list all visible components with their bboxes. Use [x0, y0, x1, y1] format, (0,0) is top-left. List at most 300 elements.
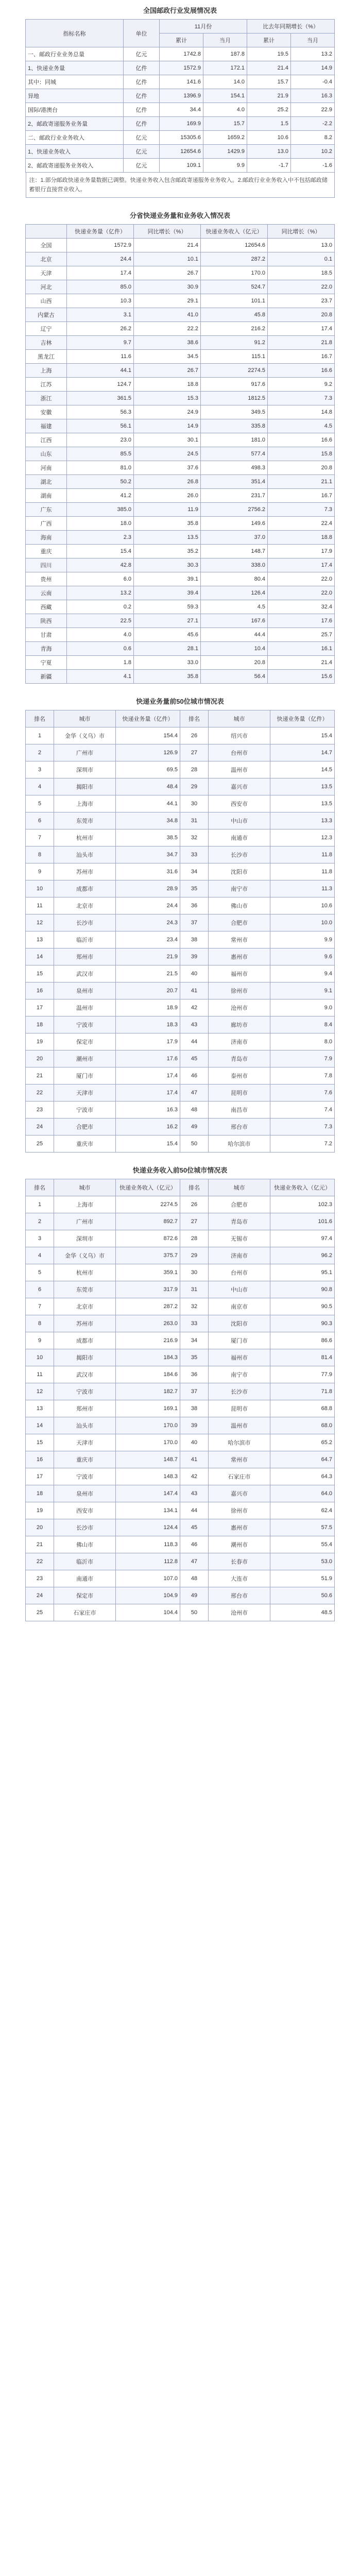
- value-cell: 90.3: [270, 1315, 335, 1332]
- volume-value: 56.1: [67, 419, 134, 433]
- indicator-name: 国际/港澳台: [25, 103, 123, 117]
- volume-value: 50.2: [67, 475, 134, 489]
- revenue-growth: 16.7: [268, 350, 335, 364]
- header-volume-growth: 同比增长（%）: [134, 225, 201, 239]
- current-month-growth: -2.2: [291, 117, 335, 131]
- city-cell: 徐州市: [209, 1502, 270, 1519]
- city-cell: 济南市: [209, 1247, 270, 1264]
- current-month-value: 15.7: [203, 117, 247, 131]
- volume-growth: 11.9: [134, 503, 201, 517]
- value-cell: 21.9: [116, 948, 180, 965]
- cumulative-value: 141.6: [159, 75, 203, 89]
- table-row: [26, 308, 335, 322]
- table-row: [25, 61, 334, 75]
- city-cell: 苏州市: [54, 863, 116, 880]
- value-cell: 7.4: [270, 1101, 335, 1118]
- table-row: [26, 392, 335, 405]
- indicator-name: 1、快递业务收入: [25, 145, 123, 159]
- rank-cell: 33: [180, 846, 209, 863]
- table-row: [26, 378, 335, 392]
- value-cell: 126.9: [116, 744, 180, 761]
- value-cell: 17.9: [116, 1033, 180, 1050]
- rank-cell: 34: [180, 863, 209, 880]
- revenue-value: 524.7: [201, 280, 268, 294]
- value-cell: 169.1: [116, 1400, 180, 1417]
- current-month-value: 1659.2: [203, 131, 247, 145]
- value-cell: 184.3: [116, 1349, 180, 1366]
- value-cell: 38.5: [116, 829, 180, 846]
- rank-cell: 45: [180, 1050, 209, 1067]
- city-cell: 重庆市: [54, 1136, 116, 1153]
- table-row: [26, 252, 335, 266]
- header-revenue-2: 快递业务收入（亿元）: [270, 1179, 335, 1196]
- city-cell: 北京市: [54, 897, 116, 914]
- table-row: [26, 965, 335, 982]
- cumulative-value: 1742.8: [159, 47, 203, 61]
- revenue-growth: 25.7: [268, 628, 335, 642]
- volume-growth: 35.2: [134, 545, 201, 558]
- rank-cell: 41: [180, 1451, 209, 1468]
- revenue-growth: 13.0: [268, 239, 335, 252]
- header-rank: 排名: [26, 710, 54, 727]
- revenue-value: 338.0: [201, 558, 268, 572]
- current-month-growth: 13.2: [291, 47, 335, 61]
- header-volume: 快递业务量（亿件）: [67, 225, 134, 239]
- header-city: 城市: [54, 710, 116, 727]
- city-cell: 济南市: [209, 1033, 270, 1050]
- current-month-value: 172.1: [203, 61, 247, 75]
- city-cell: 邢台市: [209, 1118, 270, 1136]
- value-cell: 8.4: [270, 1016, 335, 1033]
- revenue-growth: 15.6: [268, 670, 335, 684]
- city-cell: 廊坊市: [209, 1016, 270, 1033]
- region-name: 安徽: [26, 405, 67, 419]
- table-row: [26, 239, 335, 252]
- current-month-value: 4.0: [203, 103, 247, 117]
- rank-cell: 42: [180, 1468, 209, 1485]
- rank-cell: 49: [180, 1118, 209, 1136]
- region-name: 湖南: [26, 489, 67, 503]
- table-row: [25, 131, 334, 145]
- volume-growth: 18.8: [134, 378, 201, 392]
- volume-growth: 26.7: [134, 364, 201, 378]
- rank-cell: 13: [26, 931, 54, 948]
- region-name: 上海: [26, 364, 67, 378]
- rank-cell: 4: [26, 778, 54, 795]
- value-cell: 263.0: [116, 1315, 180, 1332]
- value-cell: 14.5: [270, 761, 335, 778]
- city-cell: 南昌市: [209, 1101, 270, 1118]
- rank-cell: 19: [26, 1033, 54, 1050]
- revenue-growth: 16.1: [268, 642, 335, 656]
- table4-body: [26, 1196, 335, 1621]
- city-cell: 青岛市: [209, 1050, 270, 1067]
- rank-cell: 45: [180, 1519, 209, 1536]
- table-row: [26, 1196, 335, 1213]
- cumulative-value: 1572.9: [159, 61, 203, 75]
- value-cell: 69.5: [116, 761, 180, 778]
- city-cell: 东莞市: [54, 812, 116, 829]
- value-cell: 48.5: [270, 1604, 335, 1621]
- table-row: [26, 1536, 335, 1553]
- city-cell: 揭阳市: [54, 778, 116, 795]
- table-row: [26, 1502, 335, 1519]
- volume-growth: 30.9: [134, 280, 201, 294]
- volume-value: 56.3: [67, 405, 134, 419]
- unit-cell: 亿元: [123, 145, 159, 159]
- city-cell: 泉州市: [54, 1485, 116, 1502]
- rank-cell: 33: [180, 1315, 209, 1332]
- volume-value: 42.8: [67, 558, 134, 572]
- table-row: [26, 545, 335, 558]
- volume-growth: 24.5: [134, 447, 201, 461]
- city-cell: 佛山市: [54, 1536, 116, 1553]
- city-cell: 南通市: [54, 1570, 116, 1587]
- table-row: [26, 1587, 335, 1604]
- city-cell: 石家庄市: [209, 1468, 270, 1485]
- volume-value: 17.4: [67, 266, 134, 280]
- volume-value: 361.5: [67, 392, 134, 405]
- cumulative-value: 169.9: [159, 117, 203, 131]
- table2-title: 分省快递业务量和业务收入情况表: [129, 212, 230, 219]
- volume-growth: 15.3: [134, 392, 201, 405]
- revenue-value: 1812.5: [201, 392, 268, 405]
- rank-cell: 39: [180, 1417, 209, 1434]
- rank-cell: 32: [180, 829, 209, 846]
- value-cell: 134.1: [116, 1502, 180, 1519]
- revenue-value: 44.4: [201, 628, 268, 642]
- table-row: [26, 447, 335, 461]
- city-cell: 嘉兴市: [209, 1485, 270, 1502]
- region-name: 宁夏: [26, 656, 67, 670]
- value-cell: 13.3: [270, 812, 335, 829]
- region-name: 湖北: [26, 475, 67, 489]
- table-row: [26, 489, 335, 503]
- revenue-growth: 17.4: [268, 558, 335, 572]
- revenue-growth: 17.4: [268, 322, 335, 336]
- city-cell: 武汉市: [54, 965, 116, 982]
- table-row: [26, 744, 335, 761]
- indicator-name: 2、邮政寄递服务业务量: [25, 117, 123, 131]
- cumulative-value: 12654.6: [159, 145, 203, 159]
- value-cell: 64.7: [270, 1451, 335, 1468]
- city-cell: 南宁市: [209, 1366, 270, 1383]
- rank-cell: 13: [26, 1400, 54, 1417]
- revenue-value: 349.5: [201, 405, 268, 419]
- volume-value: 26.2: [67, 322, 134, 336]
- city-cell: 北京市: [54, 1298, 116, 1315]
- region-name: 西藏: [26, 600, 67, 614]
- city-cell: 台州市: [209, 744, 270, 761]
- header-growth-group: 比去年同期增长（%）: [247, 20, 335, 33]
- revenue-growth: 9.2: [268, 378, 335, 392]
- city-cell: 上海市: [54, 795, 116, 812]
- current-month-growth: 10.2: [291, 145, 335, 159]
- cumulative-value: 109.1: [159, 159, 203, 173]
- value-cell: 86.6: [270, 1332, 335, 1349]
- rank-cell: 40: [180, 965, 209, 982]
- city-cell: 常州市: [209, 931, 270, 948]
- city-cell: 西安市: [209, 795, 270, 812]
- unit-cell: 亿件: [123, 61, 159, 75]
- value-cell: 9.9: [270, 931, 335, 948]
- region-name: 黑龙江: [26, 350, 67, 364]
- value-cell: 68.0: [270, 1417, 335, 1434]
- rank-cell: 37: [180, 1383, 209, 1400]
- region-name: 河北: [26, 280, 67, 294]
- volume-value: 9.7: [67, 336, 134, 350]
- revenue-value: 167.6: [201, 614, 268, 628]
- volume-growth: 33.0: [134, 656, 201, 670]
- rank-cell: 6: [26, 812, 54, 829]
- city-cell: 沈阳市: [209, 1315, 270, 1332]
- city-cell: 汕头市: [54, 846, 116, 863]
- value-cell: 71.8: [270, 1383, 335, 1400]
- region-name: 北京: [26, 252, 67, 266]
- value-cell: 148.3: [116, 1468, 180, 1485]
- revenue-growth: 22.4: [268, 517, 335, 531]
- revenue-value: 10.4: [201, 642, 268, 656]
- table-row: [26, 475, 335, 489]
- city-cell: 成都市: [54, 1332, 116, 1349]
- revenue-growth: 17.6: [268, 614, 335, 628]
- city-cell: 宁波市: [54, 1016, 116, 1033]
- value-cell: 64.0: [270, 1485, 335, 1502]
- value-cell: 892.7: [116, 1213, 180, 1230]
- current-month-value: 1429.9: [203, 145, 247, 159]
- region-name: 内蒙古: [26, 308, 67, 322]
- revenue-growth: 0.1: [268, 252, 335, 266]
- rank-cell: 9: [26, 863, 54, 880]
- city-cell: 温州市: [209, 1417, 270, 1434]
- rank-cell: 47: [180, 1553, 209, 1570]
- value-cell: 31.6: [116, 863, 180, 880]
- table-row: [26, 863, 335, 880]
- header-revenue: 快递业务收入（亿元）: [201, 225, 268, 239]
- region-name: 贵州: [26, 572, 67, 586]
- header-region: [26, 225, 67, 239]
- table-row: [26, 1349, 335, 1366]
- value-cell: 9.4: [270, 965, 335, 982]
- rank-cell: 15: [26, 1434, 54, 1451]
- city-cell: 青岛市: [209, 1213, 270, 1230]
- region-name: 广西: [26, 517, 67, 531]
- revenue-value: 37.0: [201, 531, 268, 545]
- unit-cell: 亿元: [123, 47, 159, 61]
- city-cell: 揭阳市: [54, 1349, 116, 1366]
- value-cell: 16.3: [116, 1101, 180, 1118]
- rank-cell: 26: [180, 1196, 209, 1213]
- value-cell: 77.9: [270, 1366, 335, 1383]
- value-cell: 359.1: [116, 1264, 180, 1281]
- city-cell: 广州市: [54, 1213, 116, 1230]
- value-cell: 375.7: [116, 1247, 180, 1264]
- city-cell: 常州市: [209, 1451, 270, 1468]
- rank-cell: 5: [26, 1264, 54, 1281]
- city-cell: 临沂市: [54, 931, 116, 948]
- revenue-growth: 23.7: [268, 294, 335, 308]
- rank-cell: 44: [180, 1502, 209, 1519]
- table-row: [26, 1451, 335, 1468]
- header-cum: 累计: [159, 33, 203, 47]
- table-row: [25, 117, 334, 131]
- current-month-value: 154.1: [203, 89, 247, 103]
- revenue-value: 2756.2: [201, 503, 268, 517]
- cumulative-growth: 21.9: [247, 89, 291, 103]
- table-row: [26, 600, 335, 614]
- revenue-value: 149.6: [201, 517, 268, 531]
- volume-value: 1572.9: [67, 239, 134, 252]
- volume-value: 85.0: [67, 280, 134, 294]
- value-cell: 15.4: [116, 1136, 180, 1153]
- city-cell: 临沂市: [54, 1553, 116, 1570]
- city-cell: 金华（义乌）市: [54, 1247, 116, 1264]
- current-month-growth: 16.3: [291, 89, 335, 103]
- city-cell: 南通市: [209, 829, 270, 846]
- value-cell: 7.9: [270, 1050, 335, 1067]
- rank-cell: 40: [180, 1434, 209, 1451]
- city-cell: 杭州市: [54, 1264, 116, 1281]
- region-name: 全国: [26, 239, 67, 252]
- volume-growth: 39.1: [134, 572, 201, 586]
- volume-value: 1.8: [67, 656, 134, 670]
- rank-cell: 27: [180, 1213, 209, 1230]
- table-row: [26, 586, 335, 600]
- city-cell: 广州市: [54, 744, 116, 761]
- rank-cell: 10: [26, 1349, 54, 1366]
- volume-growth: 35.8: [134, 517, 201, 531]
- header-unit: 单位: [123, 20, 159, 47]
- region-name: 江苏: [26, 378, 67, 392]
- table-row: [26, 778, 335, 795]
- revenue-value: 4.5: [201, 600, 268, 614]
- current-month-growth: 22.9: [291, 103, 335, 117]
- table-row: [26, 503, 335, 517]
- rank-cell: 4: [26, 1247, 54, 1264]
- cumulative-growth: 15.7: [247, 75, 291, 89]
- revenue-growth: 14.8: [268, 405, 335, 419]
- header-revenue: 快递业务收入（亿元）: [116, 1179, 180, 1196]
- region-name: 甘肃: [26, 628, 67, 642]
- value-cell: 16.2: [116, 1118, 180, 1136]
- cumulative-value: 15305.6: [159, 131, 203, 145]
- region-name: 广东: [26, 503, 67, 517]
- city-cell: 南宁市: [209, 880, 270, 897]
- top50-revenue-table: [25, 1179, 335, 1621]
- volume-value: 24.4: [67, 252, 134, 266]
- table-row: [26, 461, 335, 475]
- volume-value: 23.0: [67, 433, 134, 447]
- city-cell: 无锡市: [209, 1230, 270, 1247]
- cumulative-growth: 19.5: [247, 47, 291, 61]
- value-cell: 17.4: [116, 1067, 180, 1084]
- rank-cell: 19: [26, 1502, 54, 1519]
- revenue-growth: 32.4: [268, 600, 335, 614]
- rank-cell: 38: [180, 1400, 209, 1417]
- rank-cell: 14: [26, 948, 54, 965]
- rank-cell: 48: [180, 1570, 209, 1587]
- rank-cell: 23: [26, 1570, 54, 1587]
- table-row: [26, 1434, 335, 1451]
- city-cell: 潮州市: [54, 1050, 116, 1067]
- revenue-growth: 20.8: [268, 461, 335, 475]
- city-cell: 东莞市: [54, 1281, 116, 1298]
- unit-cell: 亿元: [123, 159, 159, 173]
- table-row: [25, 145, 334, 159]
- table-row: [26, 948, 335, 965]
- revenue-growth: 7.3: [268, 392, 335, 405]
- value-cell: 24.3: [116, 914, 180, 931]
- city-cell: 沧州市: [209, 1604, 270, 1621]
- postal-industry-table: [25, 19, 335, 173]
- value-cell: 53.0: [270, 1553, 335, 1570]
- city-cell: 石家庄市: [54, 1604, 116, 1621]
- table-row: [26, 1264, 335, 1281]
- table-row: [26, 1136, 335, 1153]
- table-row: [26, 982, 335, 999]
- value-cell: 50.6: [270, 1587, 335, 1604]
- rank-cell: 37: [180, 914, 209, 931]
- table-row: [26, 280, 335, 294]
- header-city-2: 城市: [209, 710, 270, 727]
- city-cell: 宁波市: [54, 1383, 116, 1400]
- rank-cell: 48: [180, 1101, 209, 1118]
- revenue-value: 12654.6: [201, 239, 268, 252]
- header-rank-2: 排名: [180, 710, 209, 727]
- revenue-growth: 20.8: [268, 308, 335, 322]
- region-name: 辽宁: [26, 322, 67, 336]
- table-row: [26, 1050, 335, 1067]
- rank-cell: 28: [180, 761, 209, 778]
- value-cell: 102.3: [270, 1196, 335, 1213]
- volume-value: 18.0: [67, 517, 134, 531]
- volume-growth: 26.0: [134, 489, 201, 503]
- volume-growth: 27.1: [134, 614, 201, 628]
- table-row: [26, 914, 335, 931]
- revenue-growth: 16.6: [268, 364, 335, 378]
- value-cell: 21.5: [116, 965, 180, 982]
- volume-growth: 41.0: [134, 308, 201, 322]
- city-cell: 大连市: [209, 1570, 270, 1587]
- city-cell: 深圳市: [54, 1230, 116, 1247]
- volume-value: 6.0: [67, 572, 134, 586]
- indicator-name: 2、邮政寄递服务业务收入: [25, 159, 123, 173]
- volume-value: 41.2: [67, 489, 134, 503]
- value-cell: 107.0: [116, 1570, 180, 1587]
- value-cell: 51.9: [270, 1570, 335, 1587]
- rank-cell: 36: [180, 1366, 209, 1383]
- region-name: 山东: [26, 447, 67, 461]
- value-cell: 34.7: [116, 846, 180, 863]
- rank-cell: 20: [26, 1050, 54, 1067]
- table-row: [26, 1570, 335, 1587]
- volume-value: 0.2: [67, 600, 134, 614]
- city-cell: 惠州市: [209, 948, 270, 965]
- volume-growth: 34.5: [134, 350, 201, 364]
- current-month-value: 9.9: [203, 159, 247, 173]
- table-row: [26, 1101, 335, 1118]
- volume-growth: 45.6: [134, 628, 201, 642]
- unit-cell: 亿件: [123, 103, 159, 117]
- rank-cell: 5: [26, 795, 54, 812]
- revenue-growth: 16.6: [268, 433, 335, 447]
- header-volume: 快递业务量（亿件）: [116, 710, 180, 727]
- rank-cell: 7: [26, 1298, 54, 1315]
- table-row: [25, 47, 334, 61]
- table-row: [26, 1213, 335, 1230]
- rank-cell: 49: [180, 1587, 209, 1604]
- value-cell: 11.8: [270, 846, 335, 863]
